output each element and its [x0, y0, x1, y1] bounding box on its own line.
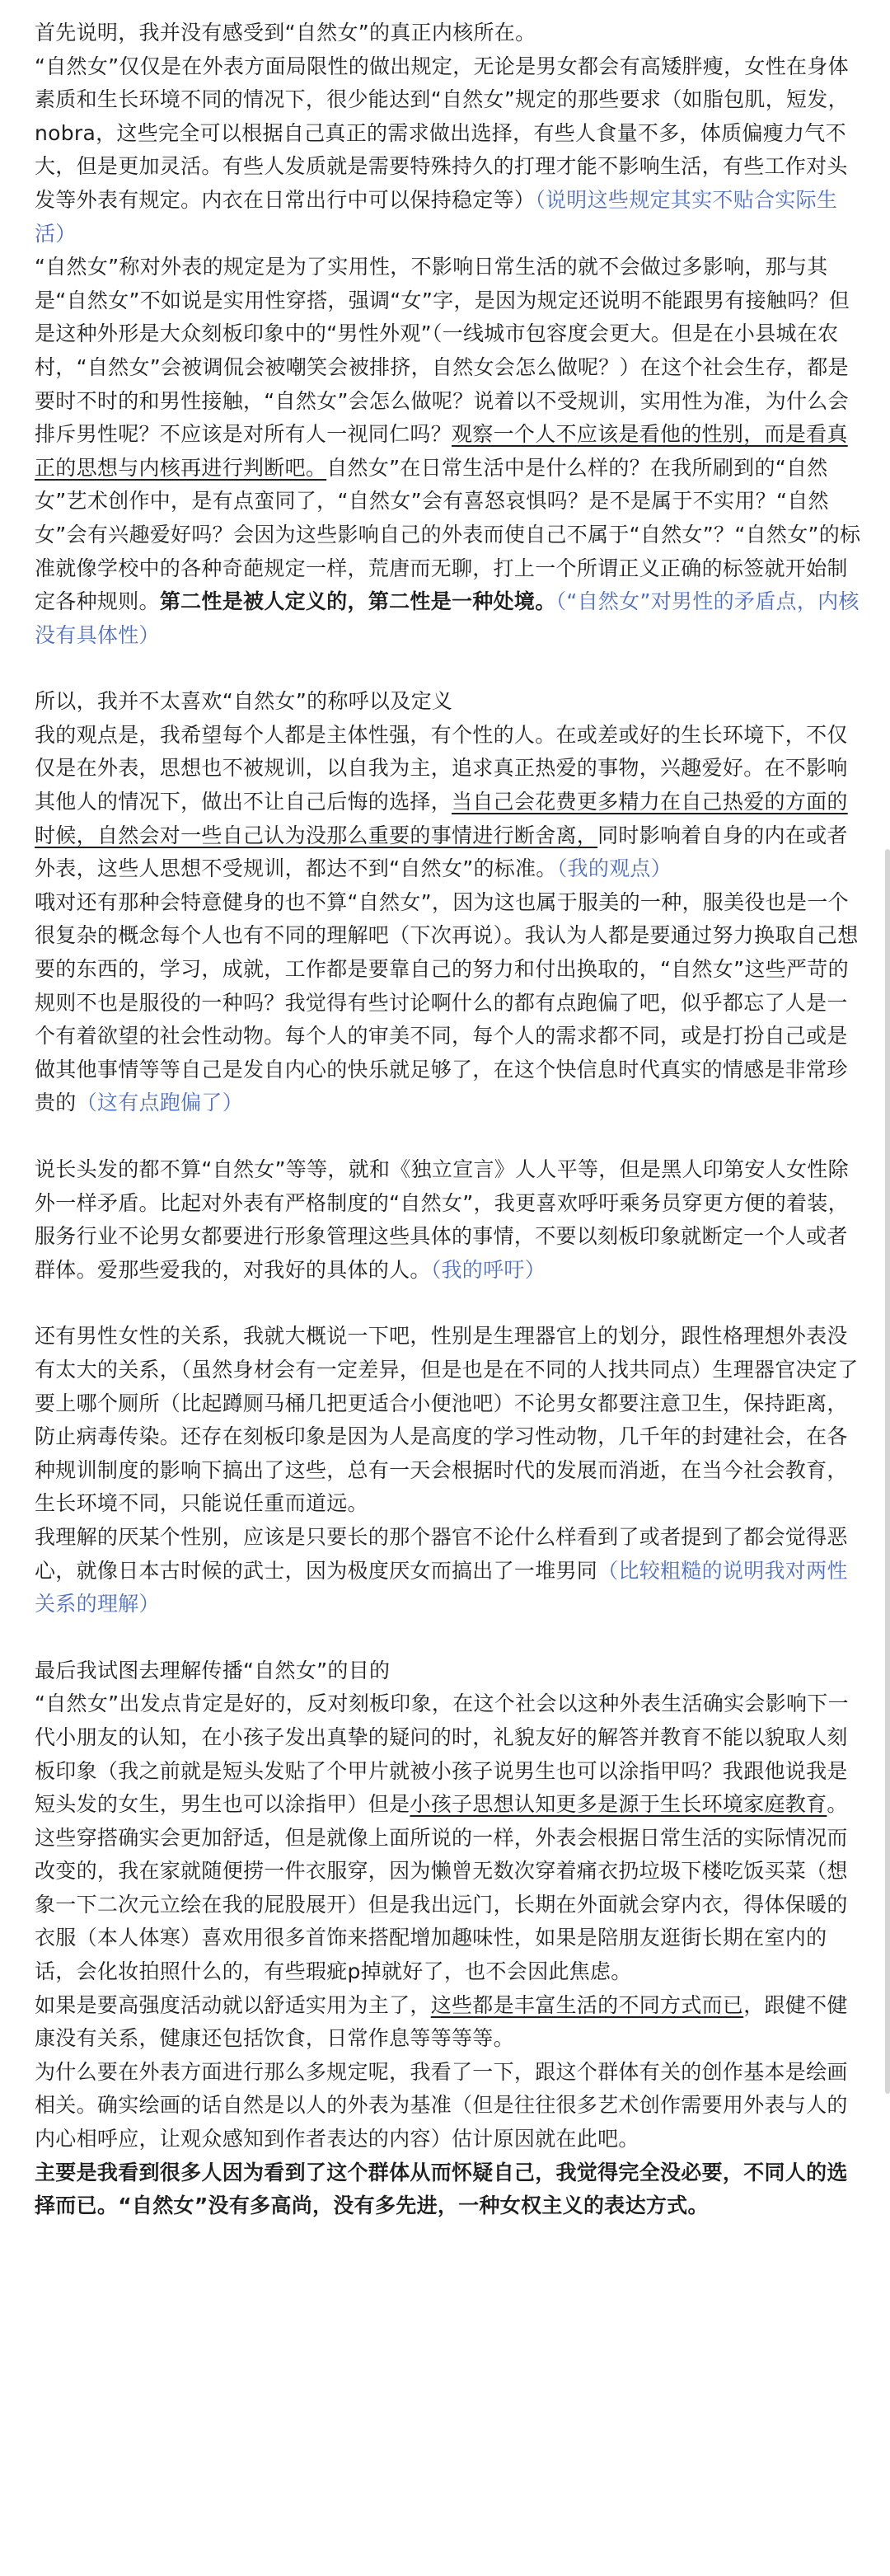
paragraph [35, 16, 862, 50]
text-run: 我理解的厌某个性别，应该是只要长的那个器官不论什么样看到了或者提到了都会觉得恶心，就像日本古时候的武士，因为极度厌女而搞出了一堆男同 [35, 1524, 848, 1583]
paragraph [35, 1153, 862, 1287]
section [35, 1320, 862, 1621]
section [35, 16, 862, 652]
scrollbar-thumb[interactable] [885, 849, 890, 2094]
author-note: （我的呼吁） [430, 1257, 546, 1282]
text-run: “自然女”仅仅是在外表方面局限性的做出规定，无论是男女都会有高矮胖瘦，女性在身体素质和生长环境不同的情况下，很少能达到“自然女”规定的那些要求（如脂包肌，短发，nobra，这些完全可以根据自己真正的需求做出选择，有些人食量不多，体质偏瘦力气不大，但是更加灵活。有些人发质就是需要特殊持久的打理才能不影响生活，有些工作对头发等外表有规定。内衣在日常出行中可以保持稳定等） [35, 54, 849, 212]
underlined-text: 小孩子思想认知更多是源于生长环境家庭教育 [410, 1792, 827, 1817]
text-run: 自然女”在日常生活中是什么样的？在我所刷到的“自然女”艺术创作中，是有点蛮同了，“自然女”会有喜怒哀惧吗？是不是属于不实用？“自然女”会有兴趣爱好吗？会因为这些影响自己的外表而使自己不属于“自然女”？“自然女”的标准就像学校中的各种奇葩规定一样，荒唐而无聊，打上一个所谓正义正确的标签就开始制定各种规则。 [35, 455, 861, 614]
text-run: 。 [827, 1792, 848, 1817]
section-gap [35, 1287, 862, 1320]
section [35, 685, 862, 1120]
paragraph [35, 1687, 862, 1821]
paragraph [35, 1320, 862, 1521]
section-gap [35, 1621, 862, 1654]
section-gap [35, 652, 862, 685]
text-run: “自然女”出发点肯定是好的，反对刻板印象，在这个社会以这种外表生活确实会影响下一代小朋友的认知，在小孩子发出真挚的疑问的时，礼貌友好的解答并教育不能以貌取人刻板印象（我之前就是短头发贴了个甲片就被小孩子说男生也可以涂指甲吗？我跟他说我是短头发的女生，男生也可以涂指甲）但是 [35, 1692, 849, 1817]
author-note: （我的观点） [556, 856, 672, 881]
text-run: 同时影响着自身的内在或者外表，这些人思想不受规训，都达不到“自然女”的标准。 [35, 823, 848, 881]
text-run: 最后我试图去理解传播“自然女”的目的 [35, 1658, 391, 1682]
text-run: 为什么要在外表方面进行那么多规定呢，我看了一下，跟这个群体有关的创作基本是绘画相关。确实绘画的话自然是以人的外表为基准（但是往往很多艺术创作需要用外表与人的内心相呼应，让观众感知到作者表达的内容）估计原因就在此吧。 [35, 2059, 848, 2151]
text-run: 首先说明，我并没有感受到“自然女”的真正内核所在。 [35, 21, 536, 45]
text-run: 还有男性女性的关系，我就大概说一下吧，性别是生理器官上的划分，跟性格理想外表没有太大的关系，（虽然身材会有一定差异，但是也是在不同的人找共同点）生理器官决定了要上哪个厕所（比起蹲厕马桶几把更适合小便池吧）不论男女都要注意卫生，保持距离，防止病毒传染。还存在刻板印象是因为人是高度的学习性动物，几千年的封建社会，在各种规训制度的影响下搞出了这些，总有一天会根据时代的发展而消逝，在当今社会教育，生长环境不同，只能说任重而道远。 [35, 1324, 859, 1516]
bold-text: 第二性是被人定义的，第二性是一种处境。 [159, 589, 556, 614]
underlined-text: 这些都是丰富生活的不同方式而已 [430, 1992, 744, 2017]
paragraph [35, 886, 862, 1120]
author-note: （“自然女”对男性的矛盾点，内核没有具体性） [35, 589, 860, 647]
text-run: “自然女”称对外表的规定是为了实用性，不影响日常生活的就不会做过多影响，那与其是“自然女”不如说是实用性穿搭，强调“女”字，是因为规定还说明不能跟男有接触吗？但是这种外形是大众刻板印象中的“男性外观”（一线城市包容度会更大。但是在小县城在农村，“自然女”会被调侃会被嘲笑会被排挤，自然女会怎么做呢？）在这个社会生存，都是要时不时的和男性接触，“自然女”会怎么做呢？说着以不受规训，实用性为准，为什么会排斥男性呢？不应该是对所有人一视同仁吗？ [35, 255, 850, 447]
author-note: （这有点跑偏了） [76, 1091, 244, 1115]
paragraph [35, 719, 862, 886]
text-run: 说长头发的都不算“自然女”等等，就和《独立宣言》人人平等，但是黑人印第安人女性除外一样矛盾。比起对外表有严格制度的“自然女”，我更喜欢呼吁乘务员穿更方便的着装，服务行业不论男女都要进行形象管理这些具体的事情，不要以刻板印象就断定一个人或者群体。爱那些爱我的，对我好的具体的人。 [35, 1157, 849, 1282]
author-note: （说明这些规定其实不贴合实际生活） [35, 187, 838, 246]
paragraph [35, 1989, 862, 2056]
section-gap [35, 1120, 862, 1153]
text-run: 如果是要高强度活动就以舒适实用为主了， [35, 1992, 431, 2017]
text-run: ，跟健不健康没有关系，健康还包括饮食，日常作息等等等等。 [35, 1992, 848, 2051]
paragraph [35, 50, 862, 251]
text-run: 哦对还有那种会特意健身的也不算“自然女”，因为这也属于服美的一种，服美役也是一个很复杂的概念每个人也有不同的理解吧（下次再说）。我认为人都是要通过努力换取自己想要的东西的，学习，成就，工作都是要靠自己的努力和付出换取的，“自然女”这些严苛的规则不也是服役的一种吗？我觉得有些讨论啊什么的都有点跑偏了吧，似乎都忘了人是一个有着欲望的社会性动物。每个人的审美不同，每个人的需求都不同，或是打扮自己或是做其他事情等等自己是发自内心的快乐就足够了，在这个快信息时代真实的情感是非常珍贵的 [35, 889, 859, 1115]
bold-text: 主要是我看到很多人因为看到了这个群体从而怀疑自己，我觉得完全没必要，不同人的选择而已。“自然女”没有多高尚，没有多先进，一种女权主义的表达方式。 [35, 2160, 848, 2218]
paragraph [35, 2056, 862, 2156]
text-run: 我的观点是，我希望每个人都是主体性强，有个性的人。在或差或好的生长环境下，不仅仅是在外表，思想也不被规训，以自我为主，追求真正热爱的事物，兴趣爱好。在不影响其他人的情况下，做出不让自己后悔的选择， [35, 722, 848, 814]
paragraph [35, 1654, 862, 1688]
paragraph [35, 685, 862, 719]
underlined-text: 当自己会花费更多精力在自己热爱的方面的时候，自然会对一些自己认为没那么重要的事情进行断舍离， [35, 790, 848, 847]
paragraph [35, 2156, 862, 2223]
paragraph [35, 251, 862, 652]
paragraph [35, 1822, 862, 1989]
text-run: 所以，我并不太喜欢“自然女”的称呼以及定义 [35, 689, 453, 714]
underlined-text: 观察一个人不应该是看他的性别，而是看真正的思想与内核再进行判断吧。 [35, 422, 848, 480]
text-run: 这些穿搭确实会更加舒适，但是就像上面所说的一样，外表会根据日常生活的实际情况而改变的，我在家就随便捞一件衣服穿，因为懒曾无数次穿着痛衣扔垃圾下楼吃饭买菜（想象一下二次元立绘在我的屁股展开）但是我出远门，长期在外面就会穿内衣，得体保暖的衣服（本人体寒）喜欢用很多首饰来搭配增加趣味性，如果是陪朋友逛街长期在室内的话，会化妆拍照什么的，有些瑕疵p掉就好了，也不会因此焦虑。 [35, 1825, 848, 1984]
author-note: （比较粗糙的说明我对两性关系的理解） [35, 1558, 848, 1616]
paragraph [35, 1521, 862, 1621]
section [35, 1153, 862, 1287]
section [35, 1654, 862, 2223]
